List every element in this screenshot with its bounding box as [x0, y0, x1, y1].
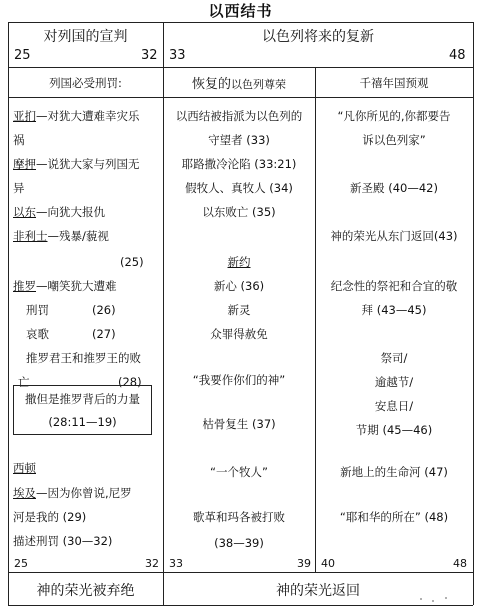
right-end-chapter: 48: [449, 48, 466, 63]
left-end-chapter: 32: [141, 48, 158, 63]
sub-item: 哀歌: [26, 327, 49, 341]
quote-shepherd: “一个牧人”: [210, 465, 268, 479]
page-title: 以西结书: [208, 2, 273, 20]
feast-item: 节期 (45—46): [355, 423, 433, 437]
left-section-header: 对列国的宣判: [43, 29, 128, 45]
sub-item-cont: 亡: [18, 375, 30, 389]
list-item: [13, 481, 132, 505]
new-temple: 新圣殿 (40—42): [350, 181, 438, 195]
list-item: [13, 456, 36, 480]
middle-subtitle: [163, 73, 315, 92]
list-item-cont: 河是我的 (29): [13, 510, 87, 524]
river-of-life: 新地上的生命河 (47): [340, 465, 448, 479]
print-speck: [432, 600, 434, 602]
nation-text: —说犹大家与列国无: [36, 157, 140, 171]
nation-name: 埃及: [13, 486, 36, 500]
sub-item: 推罗君王和推罗王的败: [26, 351, 141, 365]
nation-name: 摩押: [13, 157, 36, 171]
list-item: [13, 274, 117, 298]
nation-name: 西顿: [13, 461, 36, 475]
subheader-divider: [8, 97, 473, 98]
sub-item: 刑罚: [26, 303, 49, 317]
feast-item: 逾越节/: [374, 375, 414, 389]
middle-line: 耶路撒冷沦陷 (33:21): [181, 157, 297, 171]
middle-bottom-end: 39: [297, 557, 311, 570]
list-item-cont: 祸: [13, 133, 25, 147]
highlight-box-line1: 撒但是推罗背后的力量: [25, 392, 140, 406]
nation-name: 以东: [13, 205, 36, 219]
right-section-header: 以色列将来的复新: [262, 29, 374, 45]
right-bottom-end: 48: [453, 557, 467, 570]
new-covenant-item: 众罪得赦免: [210, 327, 268, 341]
new-covenant-heading-wrap: [163, 250, 315, 274]
right-subtitle: 千禧年国预观: [359, 76, 429, 90]
middle-line: 守望者 (33): [208, 133, 270, 147]
highlight-box-line2: (28:11—19): [48, 415, 117, 429]
glory-returns: 神的荣光从东门返回(43): [330, 229, 458, 243]
left-start-chapter: 25: [14, 48, 31, 63]
sub-item: 描述刑罚 (30—32): [13, 534, 113, 548]
middle-subtitle-big: 恢复的: [191, 77, 231, 92]
worship-line2: 拜 (43—45): [361, 303, 427, 317]
left-subtitle: 列国必受刑罚:: [49, 76, 122, 90]
bottom-border: [8, 605, 473, 606]
nation-text: —因为你曾说,尼罗: [36, 486, 132, 500]
chapter-ref: (28): [118, 375, 142, 389]
list-item: [13, 152, 140, 176]
nation-text: —向犹大报仇: [36, 205, 105, 219]
middle-line: 以东败亡 (35): [202, 205, 276, 219]
print-speck: [420, 598, 422, 600]
nation-name: 非利士: [13, 229, 48, 243]
right-footer: 神的荣光返回: [276, 583, 360, 599]
left-footer: 神的荣光被弃绝: [36, 583, 135, 599]
nation-text: —嘲笑犹大遭难: [36, 279, 117, 293]
middle-line: 假牧人、真牧人 (34): [185, 181, 293, 195]
new-covenant-item: 新心 (36): [213, 279, 265, 293]
feast-item: 安息日/: [374, 399, 414, 413]
chapter-ref: (25): [120, 255, 144, 269]
worship-line1: 纪念性的祭祀和合宜的敬: [330, 279, 458, 293]
nation-name: 推罗: [13, 279, 36, 293]
jehovah-shammah: “耶和华的所在” (48): [339, 510, 449, 524]
dry-bones: 枯骨复生 (37): [202, 417, 276, 431]
nation-text: —残暴/藐视: [47, 229, 109, 243]
list-item-cont: 异: [13, 181, 25, 195]
list-item: [13, 224, 109, 248]
nation-name: 亚扪: [13, 109, 36, 123]
print-speck: [445, 597, 447, 599]
chapter-ref: (27): [92, 327, 116, 341]
header-divider: [8, 67, 473, 68]
feast-item: 祭司/: [380, 351, 408, 365]
quote-god: “我要作你们的神”: [192, 373, 286, 387]
vision-quote-line2: 诉以色列家”: [362, 133, 426, 147]
right-start-chapter: 33: [169, 48, 186, 63]
middle-bottom-start: 33: [169, 557, 183, 570]
left-bottom-start: 25: [14, 557, 28, 570]
gog-magog: 歌革和玛各被打败: [193, 510, 285, 524]
gog-magog-ref: (38—39): [214, 536, 264, 550]
chapter-ref: (26): [92, 303, 116, 317]
list-item: [13, 104, 140, 128]
list-item: [13, 200, 105, 224]
top-border: [8, 22, 473, 23]
middle-line: 以西结被指派为以色列的: [175, 109, 303, 123]
new-covenant-heading: 新约: [227, 255, 251, 269]
footer-divider: [8, 572, 473, 573]
right-border: [473, 22, 474, 605]
new-covenant-item: 新灵: [227, 303, 251, 317]
vision-quote-line1: “凡你所见的,你都要告: [337, 109, 451, 123]
left-bottom-end: 32: [145, 557, 159, 570]
middle-subtitle-small: 以色列尊荣: [231, 78, 286, 91]
nation-text: —对犹大遭难幸灾乐: [36, 109, 140, 123]
right-bottom-start: 40: [321, 557, 335, 570]
left-border: [8, 22, 9, 605]
